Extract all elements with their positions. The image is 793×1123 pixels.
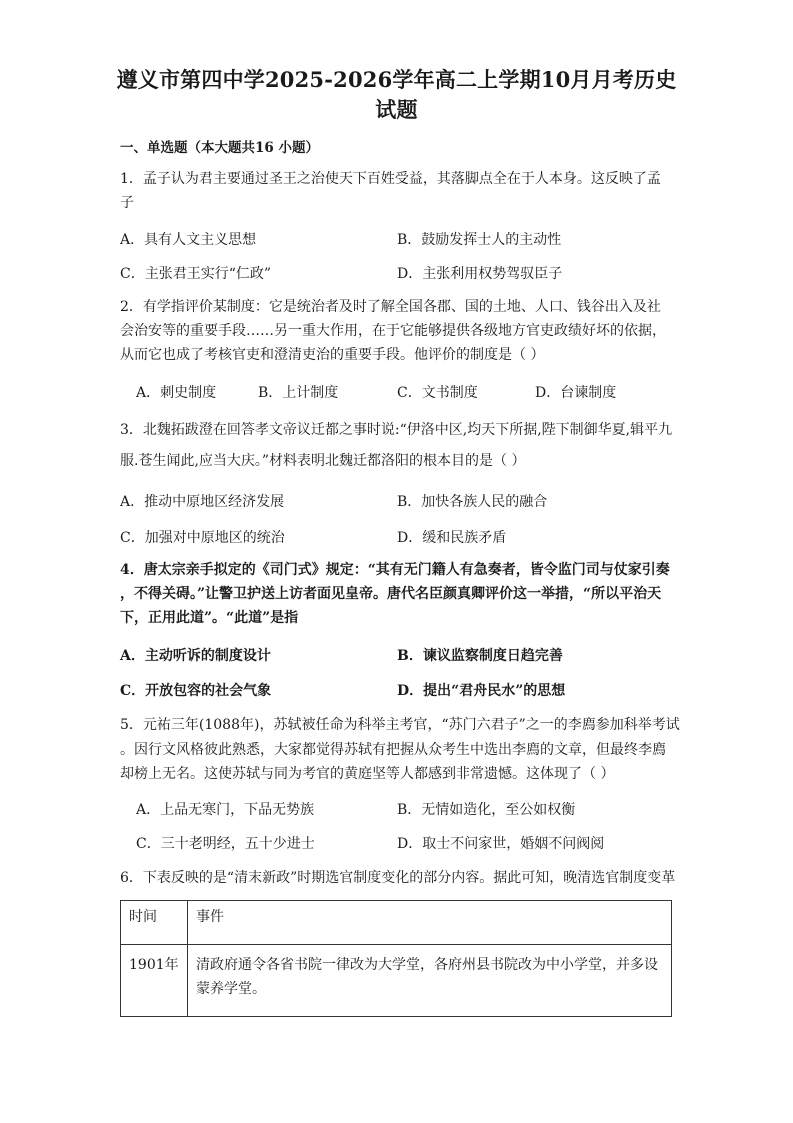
q4-stem-line-3: 下，正用此道”。“此道”是指 xyxy=(120,610,299,626)
q2-stem-line-3: 从而它也成了考核官吏和澄清吏治的重要手段。他评价的制度是（ ） xyxy=(120,347,545,363)
q2-stem-line-1: 2．有学指评价某制度：它是统治者及时了解全国各郡、国的土地、人口、钱谷出入及社 xyxy=(120,299,661,315)
q5-stem-line-2: 。因行文风格彼此熟悉，大家都觉得苏轼有把握从众考生中选出李廌的文章，但最终李廌 xyxy=(120,742,666,758)
q2-option-c[interactable]: C．文书制度 xyxy=(397,385,478,401)
q4-option-a[interactable]: A．主动听诉的制度设计 xyxy=(120,648,271,664)
q2-option-b[interactable]: B．上计制度 xyxy=(258,385,339,401)
q4-option-d[interactable]: D．提出“君舟民水”的思想 xyxy=(397,683,566,699)
q6-stem-line-1: 6．下表反映的是“清末新政”时期选官制度变化的部分内容。据此可知，晚清选官制度变革 xyxy=(120,870,676,886)
q4-stem-line-1: 4．唐太宗亲手拟定的《司门式》规定：“其有无门籍人有急奏者，皆令监门司与仗家引奏 xyxy=(120,562,670,578)
q3-stem-line-2: 服.苍生闻此,应当大庆。”材料表明北魏迁都洛阳的根本目的是（ ） xyxy=(120,453,526,469)
q4-option-b[interactable]: B．谏议监察制度日趋完善 xyxy=(397,648,563,664)
q1-option-b[interactable]: B．鼓励发挥士人的主动性 xyxy=(397,232,562,248)
q3-option-a[interactable]: A．推动中原地区经济发展 xyxy=(120,494,285,510)
q1-stem-line-1: 1．孟子认为君主要通过圣王之治使天下百姓受益，其落脚点全在于人本身。这反映了孟 xyxy=(120,171,661,187)
q3-option-d[interactable]: D．缓和民族矛盾 xyxy=(397,530,507,546)
q3-option-c[interactable]: C．加强对中原地区的统治 xyxy=(120,530,285,546)
q5-option-c[interactable]: C．三十老明经，五十少进士 xyxy=(136,836,315,852)
q1-option-d[interactable]: D．主张利用权势驾驭臣子 xyxy=(397,266,563,282)
exam-title-line-2: 试题 xyxy=(375,97,418,122)
exam-title-line-1: 遵义市第四中学2025-2026学年高二上学期10月月考历史 xyxy=(116,67,677,92)
table-row xyxy=(121,945,672,1017)
table-cell-year: 1901年 xyxy=(121,945,188,1017)
table-header-event: 事件 xyxy=(188,901,672,945)
q5-option-a[interactable]: A．上品无寒门，下品无势族 xyxy=(136,802,315,818)
q1-stem-line-2: 子 xyxy=(120,195,134,211)
table-cell-event: 清政府通令各省书院一律改为大学堂，各府州县书院改为中小学堂，并多设蒙养学堂。 xyxy=(188,945,672,1017)
q5-option-d[interactable]: D．取士不问家世，婚姻不问阀阅 xyxy=(397,836,605,852)
q3-option-b[interactable]: B．加快各族人民的融合 xyxy=(397,494,548,510)
q1-option-c[interactable]: C．主张君王实行“仁政” xyxy=(120,266,272,282)
q1-option-a[interactable]: A．具有人文主义思想 xyxy=(120,232,257,248)
q2-option-a[interactable]: A．刺史制度 xyxy=(136,385,217,401)
q5-option-b[interactable]: B．无情如造化，至公如权衡 xyxy=(397,802,576,818)
q2-stem-line-2: 会治安等的重要手段……另一重大作用，在于它能够提供各级地方官吏政绩好坏的依据， xyxy=(120,323,666,339)
q3-stem-line-1: 3．北魏拓跋澄在回答孝文帝议迁都之事时说:“伊洛中区,均天下所据,陛下制御华夏,辑平九 xyxy=(120,422,673,438)
q4-option-c[interactable]: C．开放包容的社会气象 xyxy=(120,683,272,699)
q6-table xyxy=(120,900,672,1017)
section-header: 一、单选题（本大题共16 小题） xyxy=(120,140,319,156)
table-header-row xyxy=(121,901,672,945)
q4-stem-line-2: ，不得关碍。”让警卫护送上访者面见皇帝。唐代名臣颜真卿评价这一举措，“所以平治天 xyxy=(120,586,662,602)
q5-stem-line-3: 却榜上无名。这使苏轼与同为考官的黄庭坚等人都感到非常遗憾。这体现了（ ） xyxy=(120,766,615,782)
q5-stem-line-1: 5．元祐三年(1088年)，苏轼被任命为科举主考官，“苏门六君子”之一的李廌参加科举考试 xyxy=(120,717,680,733)
q2-option-d[interactable]: D．台谏制度 xyxy=(535,385,617,401)
table-header-time: 时间 xyxy=(121,901,188,945)
